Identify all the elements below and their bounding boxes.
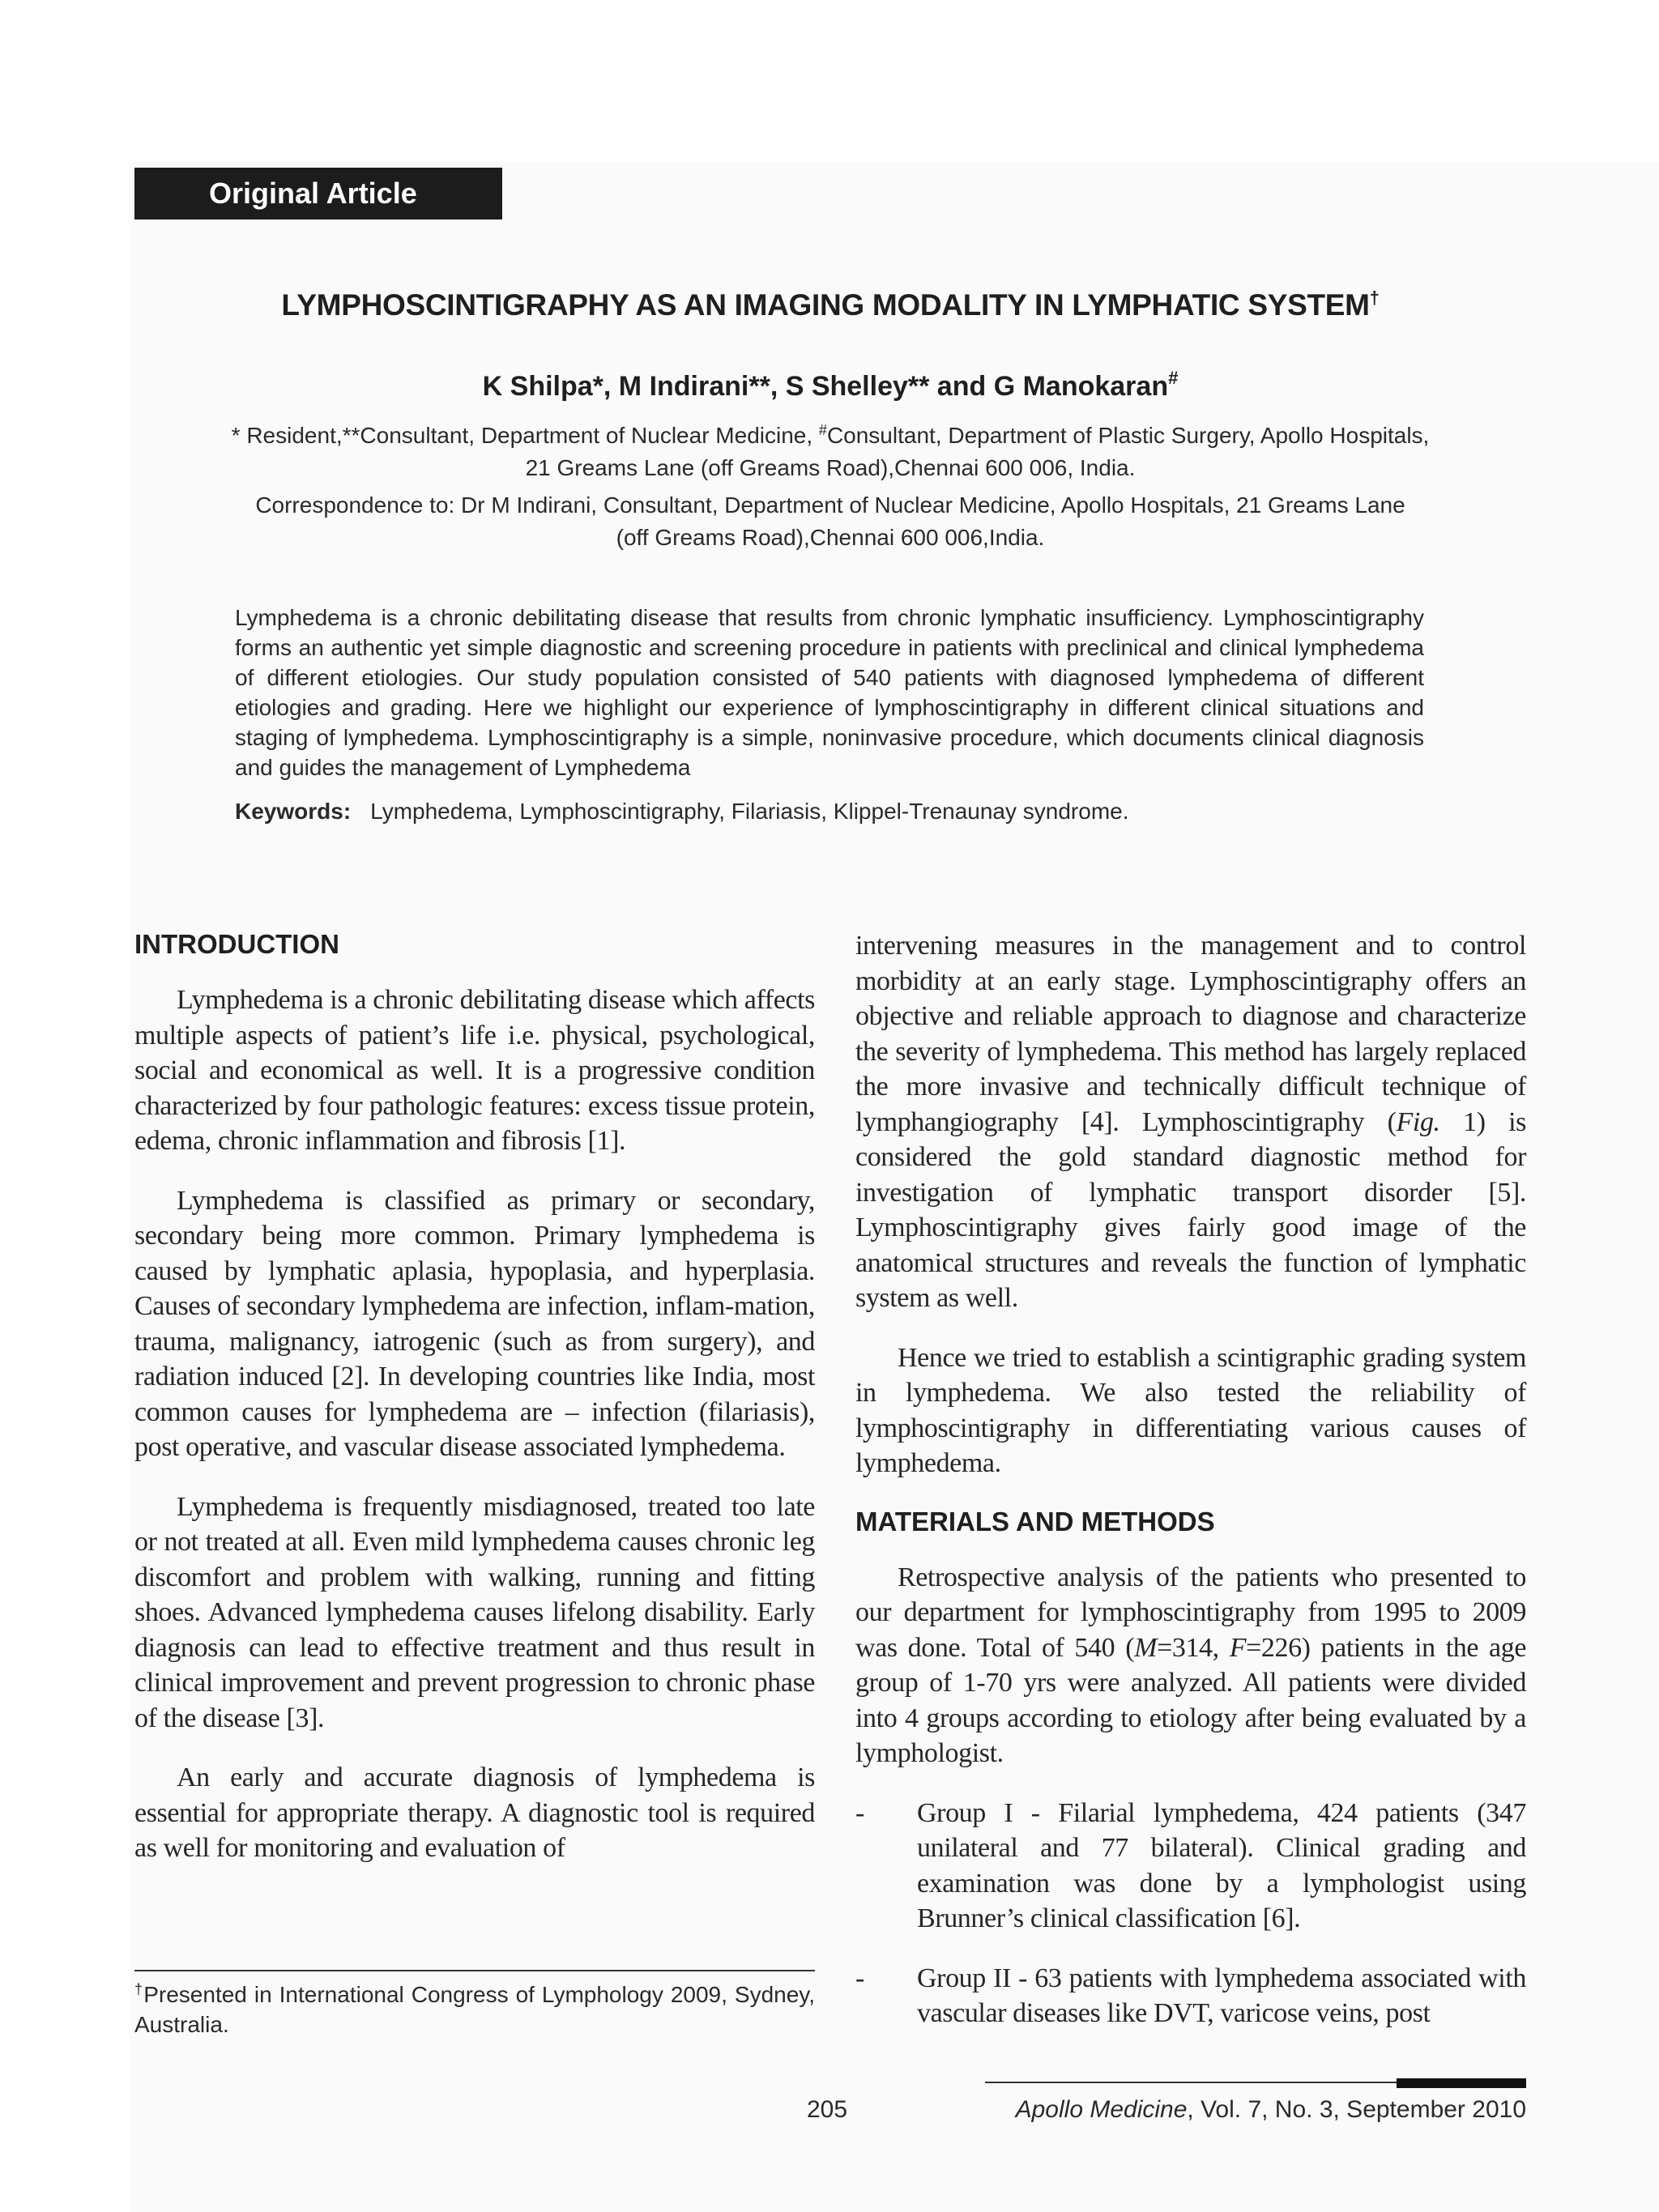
footnote-text: Presented in International Congress of Lymphology 2009, Sydney, Australia.: [134, 1982, 815, 2037]
abstract: Lymphedema is a chronic debilitating disease that results from chronic lymphatic insufficiency. Lymphoscintigraphy forms an authentic yet simple diagnostic and screening procedure in patients with preclinical and clinical lymphedema of different etiologies. Our study population consisted of 540 patients with diagnosed lymphedema of different etiologies and grading. Here we highlight our experience of lymphoscintigraphy in different clinical situations and staging of lymphedema. Lymphoscintigraphy is a simple, noninvasive procedure, which documents clinical diagnosis and guides the management of Lymphedema: [235, 605, 1424, 780]
intro-paragraph-2: Lymphedema is classified as primary or secondary, secondary being more common. Primary lymphedema is caused by lymphatic aplasia, hypoplasia, and hyperplasia. Causes of secondary lymphedema are infection, inflam-mation, trauma, malignancy, iatrogenic (such as from surgery), and radiation induced [2]. In developing countries like India, most common causes for lymphedema are – infection (filariasis), post operative, and vascular disease associated lymphedema.: [134, 1185, 815, 1462]
list-item: [855, 1961, 1526, 2031]
journal-citation: [972, 2096, 1526, 2124]
right-column: [855, 928, 1526, 2056]
list-item: [855, 1796, 1526, 1937]
intro-paragraph-5: [855, 928, 1526, 1316]
title-text: LYMPHOSCINTIGRAPHY AS AN IMAGING MODALITY IN LYMPHATIC SYSTEM: [281, 288, 1370, 322]
correspondence-line-1: Correspondence to: Dr M Indirani, Consultant, Department of Nuclear Medicine, Apollo Hospitals, 21 Greams Lane: [255, 492, 1405, 518]
bullet-dash: -: [855, 1797, 864, 1828]
affiliation: [134, 420, 1526, 484]
group-1-text: Group I - Filarial lymphedema, 424 patients (347 unilateral and 77 bilateral). Clinical grading and examination was done by a lymphologist using Brunner’s clinical classification [6].: [917, 1797, 1526, 1933]
journal-info: , Vol. 7, No. 3, September 2010: [1187, 2096, 1526, 2123]
title-footnote-mark: †: [1369, 288, 1380, 308]
footnote-mark: †: [134, 1981, 144, 1997]
methods-p1-part-c: =226) patients in the age group of 1-70 yrs were analyzed. All patients were divided into 4 groups according to etiology after being evaluated by a lymphologist.: [855, 1632, 1527, 1768]
intro-paragraph-4: An early and accurate diagnosis of lymphedema is essential for appropriate therapy. A diagnostic tool is required as well for monitoring and evaluation of: [134, 1762, 815, 1863]
footer-rule-accent: [1397, 2078, 1526, 2088]
article-type-label: Original Article: [134, 168, 502, 219]
intro-paragraph-6: Hence we tried to establish a scintigraphic grading system in lymphedema. We also tested the reliability of lymphoscintigraphy in differentiating various causes of lymphedema.: [855, 1342, 1526, 1478]
correspondence: [134, 489, 1526, 554]
figure-reference: Fig.: [1396, 1106, 1440, 1137]
footer-rule: [985, 2082, 1398, 2083]
author-list: [134, 368, 1526, 403]
correspondence-line-2: (off Greams Road),Chennai 600 006,India.: [616, 525, 1045, 550]
affiliation-line-2: 21 Greams Lane (off Greams Road),Chennai 600 006, India.: [525, 455, 1136, 480]
affiliation-part-2: Consultant, Department of Plastic Surgery, Apollo Hospitals,: [826, 423, 1430, 448]
intro-paragraph-3: Lymphedema is frequently misdiagnosed, treated too late or not treated at all. Even mild lymphedema causes chronic leg discomfort and problem with walking, running and fitting shoes. Advanced lymphedema causes lifelong disability. Early diagnosis can lead to effective treatment and thus result in clinical improvement and prevent progression to chronic phase of the disease [3].: [134, 1491, 815, 1733]
affiliation-mark: #: [818, 422, 827, 438]
affiliation-line-1: [134, 420, 1526, 452]
methods-paragraph-1: [855, 1560, 1526, 1771]
footnote-divider: [134, 1970, 815, 1971]
keywords: [235, 799, 1424, 825]
left-column: [134, 928, 815, 1890]
introduction-heading: INTRODUCTION: [134, 929, 339, 959]
affiliation-part-1: * Resident,**Consultant, Department of Nuclear Medicine,: [231, 423, 819, 448]
author-mark: #: [1168, 368, 1179, 388]
intro-paragraph-1: Lymphedema is a chronic debilitating disease which affects multiple aspects of patient’s life i.e. physical, psychological, social and economical as well. It is a progressive condition characterized by four pathologic features: excess tissue protein, edema, chronic inflammation and fibrosis [1].: [134, 985, 815, 1156]
keywords-label: Keywords:: [235, 799, 352, 824]
intro-p5-part-b: 1) is considered the gold standard diagnostic method for investigation of lymphatic transport disorder [5]. Lymphoscintigraphy gives fairly good image of the anatomical structures and reveals the function of lymphatic system as well.: [855, 1106, 1526, 1313]
article-title: [134, 288, 1526, 322]
footnote: [134, 1980, 815, 2039]
author-names: K Shilpa*, M Indirani**, S Shelley** and G Manokaran: [482, 371, 1169, 402]
group-2-text: Group II - 63 patients with lymphedema associated with vascular diseases like DVT, varicose veins, post: [917, 1963, 1526, 2028]
intro-p5-part-a: intervening measures in the management and to control morbidity at an early stage. Lymphoscintigraphy offers an objective and reliable approach to diagnose and characterize the severity of lymphedema. This method has largely replaced the more invasive and technically difficult technique of lymphangiography [4]. Lymphoscintigraphy (: [855, 931, 1526, 1137]
methods-p1-part-b: =314,: [1157, 1632, 1230, 1663]
bullet-dash: -: [855, 1963, 864, 1993]
male-symbol: M: [1134, 1632, 1158, 1663]
keywords-text: Lymphedema, Lymphoscintigraphy, Filariasis, Klippel-Trenaunay syndrome.: [370, 799, 1129, 824]
page-number: 205: [807, 2096, 848, 2123]
journal-name: Apollo Medicine: [1015, 2096, 1188, 2123]
female-symbol: F: [1229, 1632, 1247, 1663]
methods-heading: MATERIALS AND METHODS: [855, 1506, 1215, 1536]
methods-p1-part-a: Retrospective analysis of the patients who presented to our department for lymphoscintigraphy from 1995 to 2009 was done. Total of 540 (: [855, 1562, 1526, 1663]
